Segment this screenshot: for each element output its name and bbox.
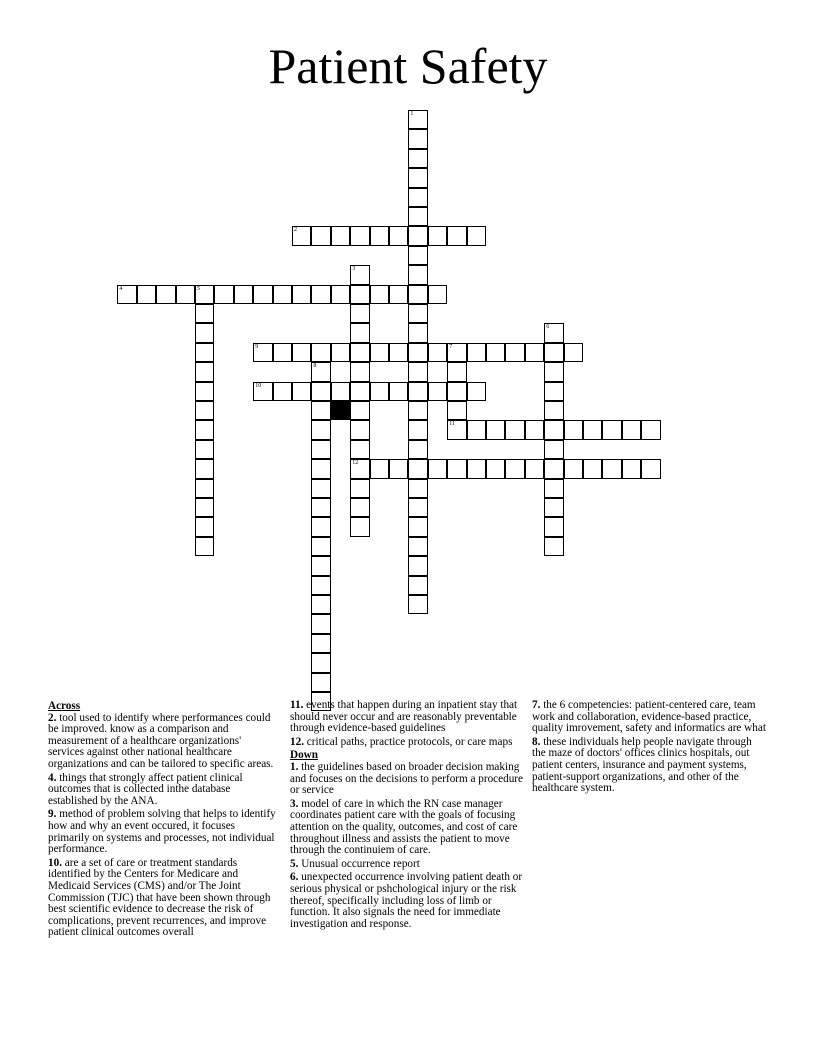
clue-item xyxy=(290,859,526,871)
grid-cell[interactable] xyxy=(311,479,330,498)
grid-cell[interactable] xyxy=(195,285,214,304)
grid-cell[interactable] xyxy=(408,304,427,323)
clue-text: events that happen during an inpatient stay that should never occur and are reasonably preventable through evidence-based guidelines xyxy=(290,699,518,735)
grid-cell[interactable] xyxy=(350,265,369,284)
grid-cell[interactable] xyxy=(195,420,214,439)
clue-number-label: 3 xyxy=(352,266,356,273)
grid-cell[interactable] xyxy=(350,343,369,362)
grid-cell[interactable] xyxy=(350,382,369,401)
clue-heading-down: Down xyxy=(290,749,318,762)
grid-cell[interactable] xyxy=(408,382,427,401)
grid-cell[interactable] xyxy=(311,653,330,672)
black-cell xyxy=(331,401,350,420)
grid-cell[interactable] xyxy=(408,265,427,284)
grid-cell[interactable] xyxy=(311,459,330,478)
clue-number: 5. xyxy=(290,857,299,870)
grid-cell[interactable] xyxy=(447,459,466,478)
clue-number-label: 9 xyxy=(255,343,259,350)
clue-text: the 6 competencies: patient-centered care, team work and collaboration, evidence-based practice, quality imrovement, safety and informatics are what xyxy=(532,699,766,735)
clue-text: model of care in which the RN case manager coordinates patient care with the goals of focusing attention on the quality, outcomes, and cost of care throughout illness and assists the patient to move through the continuiem of care. xyxy=(290,797,518,857)
grid-cell[interactable] xyxy=(447,226,466,245)
clue-number: 1. xyxy=(290,760,299,773)
grid-cell[interactable] xyxy=(350,498,369,517)
puzzle-title: Patient Safety xyxy=(268,38,548,94)
clue-text: method of problem solving that helps to identify how and why an event occured, it focuses primarily on systems and processes, not individual performance. xyxy=(48,808,276,856)
clue-text: the guidelines based on broader decision making and focuses on the decisions to perform a procedure or service xyxy=(290,760,523,797)
grid-cell[interactable] xyxy=(447,382,466,401)
grid-cell[interactable] xyxy=(408,168,427,187)
clue-number-label: 5 xyxy=(197,285,200,292)
clue-number: 4. xyxy=(48,771,57,784)
grid-cell[interactable] xyxy=(350,459,369,478)
grid-cell[interactable] xyxy=(311,556,330,575)
grid-cell[interactable] xyxy=(311,382,330,401)
clue-text: Unusual occurrence report xyxy=(301,857,420,870)
clue-number-label: 11 xyxy=(449,421,455,428)
grid-cell[interactable] xyxy=(408,595,427,614)
grid-cell[interactable] xyxy=(389,459,408,478)
grid-cell[interactable] xyxy=(389,285,408,304)
grid-cell[interactable] xyxy=(370,226,389,245)
clue-text: things that strongly affect patient clinical outcomes that is collected inthe database established by the ANA. xyxy=(48,771,243,807)
grid-cell[interactable] xyxy=(234,285,253,304)
grid-cell[interactable] xyxy=(428,285,447,304)
grid-cell[interactable] xyxy=(408,188,427,207)
grid-cell[interactable] xyxy=(602,420,621,439)
grid-cell[interactable] xyxy=(544,517,563,536)
clue-column-1 xyxy=(48,700,276,941)
clue-item xyxy=(48,713,276,771)
clue-number-label: 10 xyxy=(255,382,262,389)
clue-number-label: 8 xyxy=(313,363,317,370)
clue-number: 11. xyxy=(290,699,304,711)
grid-cell[interactable] xyxy=(408,226,427,245)
grid-cell[interactable] xyxy=(408,556,427,575)
clue-column-2 xyxy=(290,700,526,932)
grid-cell[interactable] xyxy=(544,420,563,439)
grid-cell[interactable] xyxy=(447,401,466,420)
grid-cell[interactable] xyxy=(467,343,486,362)
grid-cell[interactable] xyxy=(195,323,214,342)
grid-cell[interactable] xyxy=(350,440,369,459)
grid-cell[interactable] xyxy=(370,285,389,304)
grid-cell[interactable] xyxy=(195,401,214,420)
grid-cell[interactable] xyxy=(583,459,602,478)
grid-cell[interactable] xyxy=(292,382,311,401)
grid-cell[interactable] xyxy=(311,595,330,614)
grid-cell[interactable] xyxy=(467,382,486,401)
grid-cell[interactable] xyxy=(486,343,505,362)
grid-cell[interactable] xyxy=(564,343,583,362)
grid-cell[interactable] xyxy=(408,498,427,517)
grid-cell[interactable] xyxy=(544,382,563,401)
grid-cell[interactable] xyxy=(370,382,389,401)
grid-cell[interactable] xyxy=(350,323,369,342)
grid-cell[interactable] xyxy=(195,479,214,498)
clue-number: 8. xyxy=(532,735,541,748)
grid-cell[interactable] xyxy=(273,343,292,362)
clue-item xyxy=(532,700,768,735)
clue-text: are a set of care or treatment standards identified by the Centers for Medicare and Medicaid Services (CMS) and/or The Joint Commission (TJC) that have been shown through best scientific evidence to decrease the risk of complications, prevent recurrences, and improve patient clinical outcomes overall xyxy=(48,856,271,939)
clue-number: 6. xyxy=(290,871,299,884)
grid-cell[interactable] xyxy=(408,420,427,439)
clue-text: tool used to identify where performances could be improved. know as a comparison and measurement of a healthcare organizations' services against other national healthcare organizations and can be tailored to specific areas. xyxy=(48,711,274,770)
grid-cell[interactable] xyxy=(195,459,214,478)
grid-cell[interactable] xyxy=(273,285,292,304)
grid-cell[interactable] xyxy=(195,343,214,362)
grid-cell[interactable] xyxy=(428,226,447,245)
grid-cell[interactable] xyxy=(564,459,583,478)
clue-number: 9. xyxy=(48,808,57,821)
grid-cell[interactable] xyxy=(408,129,427,148)
clue-number: 7. xyxy=(532,699,541,711)
grid-cell[interactable] xyxy=(622,459,641,478)
clue-text: unexpected occurrence involving patient death or serious physical or pshchological injury or the risk thereof, specifically including loss of limb or function. It also signals the need for immediate investigation and response. xyxy=(290,871,523,930)
grid-cell[interactable] xyxy=(195,382,214,401)
grid-cell[interactable] xyxy=(564,420,583,439)
grid-cell[interactable] xyxy=(408,440,427,459)
grid-cell[interactable] xyxy=(544,537,563,556)
grid-cell[interactable] xyxy=(331,285,350,304)
grid-cell[interactable] xyxy=(311,362,330,381)
grid-cell[interactable] xyxy=(156,285,175,304)
grid-cell[interactable] xyxy=(447,362,466,381)
grid-cell[interactable] xyxy=(311,226,330,245)
grid-cell[interactable] xyxy=(389,343,408,362)
grid-cell[interactable] xyxy=(408,517,427,536)
grid-cell[interactable] xyxy=(273,382,292,401)
grid-cell[interactable] xyxy=(311,498,330,517)
grid-cell[interactable] xyxy=(389,226,408,245)
grid-cell[interactable] xyxy=(253,382,272,401)
grid-cell[interactable] xyxy=(292,285,311,304)
clue-number-label: 1 xyxy=(410,111,414,117)
grid-cell[interactable] xyxy=(505,459,524,478)
grid-cell[interactable] xyxy=(602,459,621,478)
clue-item xyxy=(48,809,276,855)
grid-cell[interactable] xyxy=(525,420,544,439)
grid-cell[interactable] xyxy=(253,343,272,362)
grid-cell[interactable] xyxy=(428,343,447,362)
grid-cell[interactable] xyxy=(311,440,330,459)
grid-cell[interactable] xyxy=(544,498,563,517)
grid-cell[interactable] xyxy=(195,440,214,459)
grid-cell[interactable] xyxy=(292,226,311,245)
grid-cell[interactable] xyxy=(350,401,369,420)
clue-column-3 xyxy=(532,700,768,797)
grid-cell[interactable] xyxy=(311,343,330,362)
clue-item xyxy=(48,773,276,808)
clue-number-label: 2 xyxy=(294,227,297,234)
grid-cell[interactable] xyxy=(214,285,233,304)
clue-item xyxy=(290,737,526,749)
grid-cell[interactable] xyxy=(486,459,505,478)
grid-cell[interactable] xyxy=(311,673,330,692)
grid-cell[interactable] xyxy=(544,362,563,381)
grid-cell[interactable] xyxy=(311,517,330,536)
grid-cell[interactable] xyxy=(195,537,214,556)
grid-cell[interactable] xyxy=(428,459,447,478)
grid-cell[interactable] xyxy=(311,634,330,653)
grid-cell[interactable] xyxy=(408,207,427,226)
grid-cell[interactable] xyxy=(544,459,563,478)
clue-item xyxy=(48,858,276,939)
grid-cell[interactable] xyxy=(408,479,427,498)
grid-cell[interactable] xyxy=(622,420,641,439)
grid-cell[interactable] xyxy=(544,440,563,459)
clue-text: these individuals help people navigate through the maze of doctors' offices clinics hospitals, out patient centers, insurance and payment systems, patient-support organizations, and other of the healthcare system. xyxy=(532,735,752,795)
grid-cell[interactable] xyxy=(311,401,330,420)
grid-cell[interactable] xyxy=(447,343,466,362)
grid-cell[interactable] xyxy=(505,343,524,362)
grid-cell[interactable] xyxy=(253,285,272,304)
grid-cell[interactable] xyxy=(176,285,195,304)
grid-cell[interactable] xyxy=(311,285,330,304)
grid-cell[interactable] xyxy=(408,362,427,381)
grid-cell[interactable] xyxy=(408,459,427,478)
grid-cell[interactable] xyxy=(350,304,369,323)
grid-cell[interactable] xyxy=(195,362,214,381)
grid-cell[interactable] xyxy=(467,459,486,478)
grid-cell[interactable] xyxy=(525,459,544,478)
grid-cell[interactable] xyxy=(408,246,427,265)
clue-number-label: 6 xyxy=(546,324,550,331)
grid-cell[interactable] xyxy=(370,343,389,362)
grid-cell[interactable] xyxy=(544,401,563,420)
grid-cell[interactable] xyxy=(350,420,369,439)
grid-cell[interactable] xyxy=(467,226,486,245)
grid-cell[interactable] xyxy=(583,420,602,439)
grid-cell[interactable] xyxy=(350,479,369,498)
clue-heading-across: Across xyxy=(48,700,81,712)
grid-cell[interactable] xyxy=(641,420,660,439)
clue-number: 3. xyxy=(290,797,299,810)
grid-cell[interactable] xyxy=(408,149,427,168)
grid-cell[interactable] xyxy=(350,517,369,536)
grid-cell[interactable] xyxy=(428,382,447,401)
grid-cell[interactable] xyxy=(544,343,563,362)
grid-cell[interactable] xyxy=(292,343,311,362)
grid-cell[interactable] xyxy=(408,401,427,420)
clue-item xyxy=(532,737,768,795)
grid-cell[interactable] xyxy=(195,498,214,517)
grid-cell[interactable] xyxy=(408,110,427,129)
clue-item xyxy=(290,872,526,930)
clue-number: 10. xyxy=(48,856,62,869)
grid-cell[interactable] xyxy=(370,459,389,478)
grid-cell[interactable] xyxy=(311,614,330,633)
grid-cell[interactable] xyxy=(544,479,563,498)
grid-cell[interactable] xyxy=(447,420,466,439)
grid-cell[interactable] xyxy=(408,576,427,595)
grid-cell[interactable] xyxy=(641,459,660,478)
clue-number: 2. xyxy=(48,711,57,724)
grid-cell[interactable] xyxy=(350,226,369,245)
grid-cell[interactable] xyxy=(117,285,136,304)
grid-cell[interactable] xyxy=(195,517,214,536)
grid-cell[interactable] xyxy=(408,285,427,304)
grid-cell[interactable] xyxy=(486,420,505,439)
grid-cell[interactable] xyxy=(195,304,214,323)
clue-number-label: 4 xyxy=(119,285,123,292)
clue-item xyxy=(290,762,526,797)
grid-cell[interactable] xyxy=(331,226,350,245)
grid-cell[interactable] xyxy=(408,323,427,342)
clue-item xyxy=(290,799,526,857)
grid-cell[interactable] xyxy=(389,382,408,401)
clue-text: critical paths, practice protocols, or care maps xyxy=(306,735,513,748)
grid-cell[interactable] xyxy=(525,343,544,362)
grid-cell[interactable] xyxy=(137,285,156,304)
grid-cell[interactable] xyxy=(331,343,350,362)
grid-cell[interactable] xyxy=(311,576,330,595)
grid-cell[interactable] xyxy=(331,382,350,401)
grid-cell[interactable] xyxy=(311,420,330,439)
clue-number: 12. xyxy=(290,735,304,748)
grid-cell[interactable] xyxy=(467,420,486,439)
grid-cell[interactable] xyxy=(544,323,563,342)
grid-cell[interactable] xyxy=(350,362,369,381)
clue-item xyxy=(290,700,526,735)
grid-cell[interactable] xyxy=(505,420,524,439)
clue-number-label: 12 xyxy=(352,460,359,467)
grid-cell[interactable] xyxy=(311,537,330,556)
grid-cell[interactable] xyxy=(408,343,427,362)
clue-number-label: 7 xyxy=(449,343,453,350)
grid-cell[interactable] xyxy=(408,537,427,556)
grid-cell[interactable] xyxy=(350,285,369,304)
